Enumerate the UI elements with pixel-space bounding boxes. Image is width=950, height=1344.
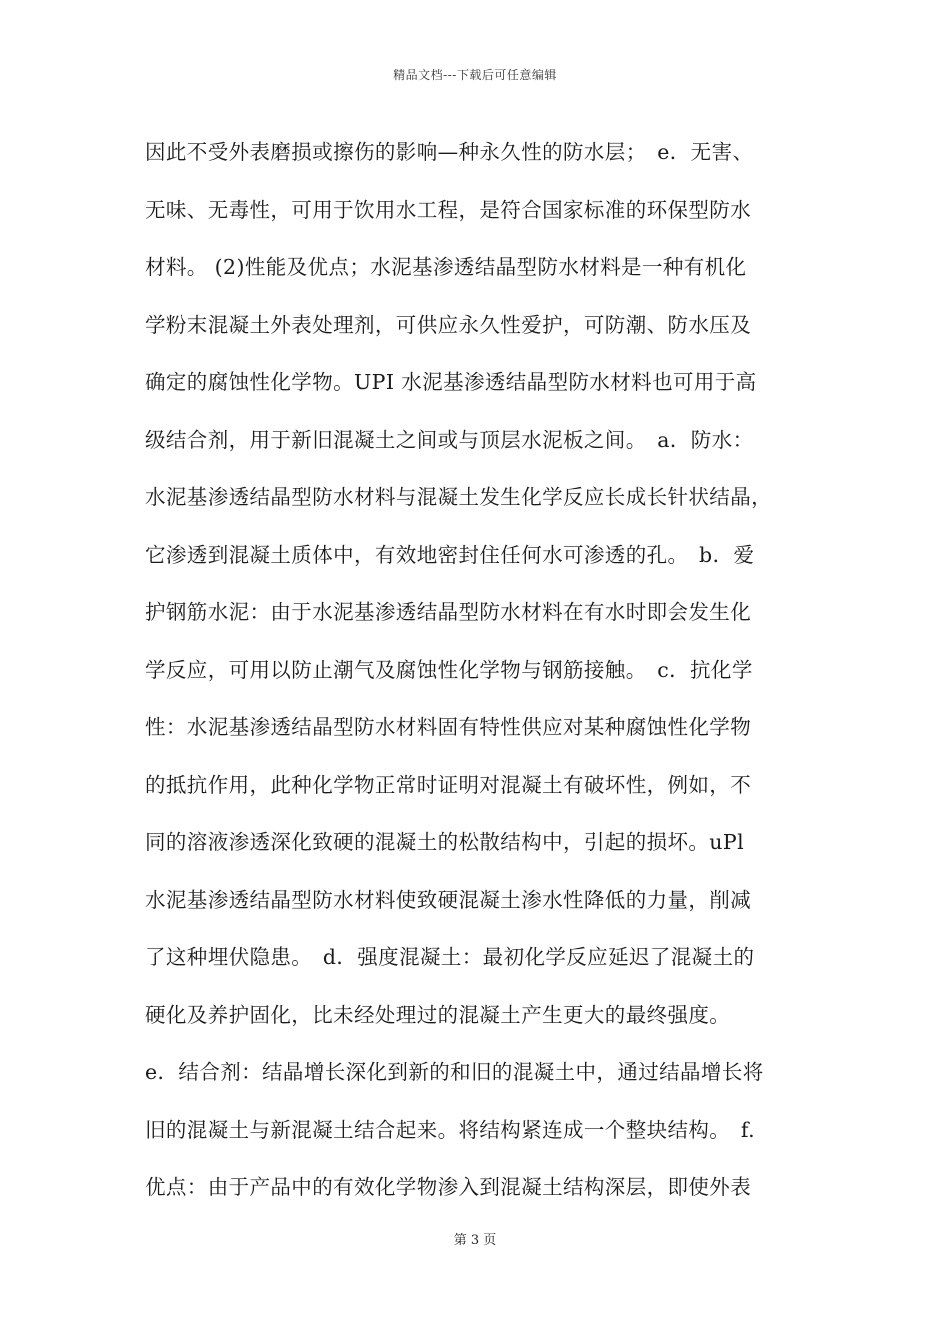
text-line: 的抵抗作用，此种化学物正常时证明对混凝土有破坏性，例如，不 (145, 772, 752, 797)
text-line: 性：水泥基渗透结晶型防水材料固有特性供应对某种腐蚀性化学物 (145, 715, 752, 739)
text-line: 硬化及养护固化，比未经处理过的混凝土产生更大的最终强度。 (145, 1002, 731, 1027)
text-line: 确定的腐蚀性化学物。UPI 水泥基渗透结晶型防水材料也可用于高 (145, 370, 757, 394)
text-line: 旧的混凝土与新混凝土结合起来。将结构紧连成一个整块结构。 f. (145, 1117, 756, 1142)
text-line: 它渗透到混凝土质体中，有效地密封住任何水可渗透的孔。 b．爱 (145, 542, 755, 567)
text-line: 了这种埋伏隐患。 d．强度混凝土：最初化学反应延迟了混凝土的 (145, 945, 755, 969)
text-line: 同的溶液渗透深化致硬的混凝土的松散结构中，引起的损坏。uPl (145, 830, 745, 854)
page-header: 精品文档---下载后可任意编辑 (393, 68, 557, 82)
page-number: 第 3 页 (453, 1233, 497, 1248)
text-line: 水泥基渗透结晶型防水材料与混凝土发生化学反应长成长针状结晶， (145, 485, 772, 509)
text-line: 学粉末混凝土外表处理剂，可供应永久性爱护，可防潮、防水压及 (145, 312, 752, 337)
text-line: 优点：由于产品中的有效化学物渗入到混凝土结构深层，即使外表 (145, 1175, 752, 1199)
body-text (145, 130, 825, 1223)
text-line: 水泥基渗透结晶型防水材料使致硬混凝土渗水性降低的力量，削减 (145, 887, 752, 912)
text-line: 无味、无毒性，可用于饮用水工程，是符合国家标准的环保型防水 (145, 197, 752, 222)
text-line: 因此不受外表磨损或擦伤的影响—种永久性的防水层； e．无害、 (145, 140, 754, 164)
text-line: 学反应，可用以防止潮气及腐蚀性化学物与钢筋接触。 c．抗化学 (145, 657, 753, 682)
text-line: 护钢筋水泥：由于水泥基渗透结晶型防水材料在有水时即会发生化 (145, 600, 752, 624)
text-line: 材料。 (2)性能及优点；水泥基渗透结晶型防水材料是一种有机化 (145, 255, 747, 279)
text-line: 级结合剂，用于新旧混凝土之间或与顶层水泥板之间。 a．防水： (145, 427, 754, 452)
text-line: e．结合剂：结晶增长深化到新的和旧的混凝土中，通过结晶增长将 (145, 1060, 764, 1084)
